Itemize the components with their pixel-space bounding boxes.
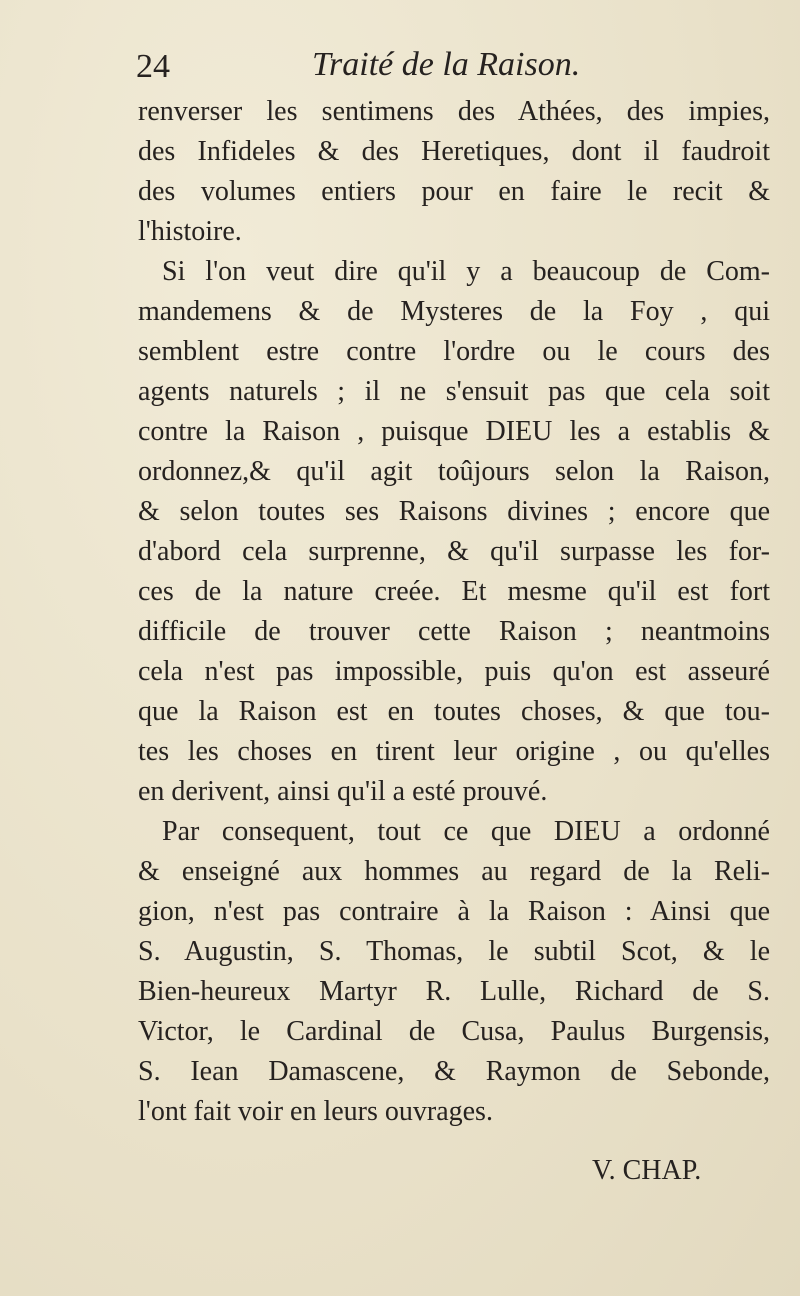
running-title: Traité de la Raison.	[312, 46, 581, 83]
text-line: cela n'est pas impossible, puis qu'on est asseuré	[138, 656, 770, 687]
text-line: ordonnez,& qu'il agit toûjours selon la Raison,	[138, 456, 770, 487]
text-line: en derivent, ainsi qu'il a esté prouvé.	[138, 776, 548, 807]
text-line: l'ont fait voir en leurs ouvrages.	[138, 1096, 493, 1127]
text-line: S. Augustin, S. Thomas, le subtil Scot, & le	[138, 936, 770, 967]
text-line: gion, n'est pas contraire à la Raison : Ainsi que	[138, 896, 770, 927]
text-line: mandemens & de Mysteres de la Foy , qui	[138, 296, 770, 327]
text-line: ces de la nature creée. Et mesme qu'il est fort	[138, 576, 770, 607]
text-line: Bien-heureux Martyr R. Lulle, Richard de S.	[138, 976, 770, 1007]
text-line: S. Iean Damascene, & Raymon de Sebonde,	[138, 1056, 770, 1087]
text-line: que la Raison est en toutes choses, & que tou-	[138, 696, 770, 727]
page-header	[136, 46, 616, 90]
page-number: 24	[136, 48, 170, 85]
text-line: semblent estre contre l'ordre ou le cours des	[138, 336, 770, 367]
text-line: difficile de trouver cette Raison ; neantmoins	[138, 616, 770, 647]
text-line: tes les choses en tirent leur origine , ou qu'elles	[138, 736, 770, 767]
text-line: & selon toutes ses Raisons divines ; encore que	[138, 496, 770, 527]
text-line: contre la Raison , puisque DIEU les a establis &	[138, 416, 770, 447]
paragraph-start-line: Par consequent, tout ce que DIEU a ordonné	[162, 816, 770, 847]
text-line: l'histoire.	[138, 216, 242, 247]
text-line: d'abord cela surprenne, & qu'il surpasse les for-	[138, 536, 770, 567]
text-line: agents naturels ; il ne s'ensuit pas que cela soit	[138, 376, 770, 407]
text-line: des volumes entiers pour en faire le recit &	[138, 176, 770, 207]
catchword: V. CHAP.	[592, 1155, 702, 1186]
body-text	[138, 92, 770, 1132]
paragraph-start-line: Si l'on veut dire qu'il y a beaucoup de Com-	[162, 256, 770, 287]
text-line: renverser les sentimens des Athées, des impies,	[138, 96, 770, 127]
text-line: des Infideles & des Heretiques, dont il faudroit	[138, 136, 770, 167]
text-line: & enseigné aux hommes au regard de la Reli-	[138, 856, 770, 887]
text-line: Victor, le Cardinal de Cusa, Paulus Burgensis,	[138, 1016, 770, 1047]
